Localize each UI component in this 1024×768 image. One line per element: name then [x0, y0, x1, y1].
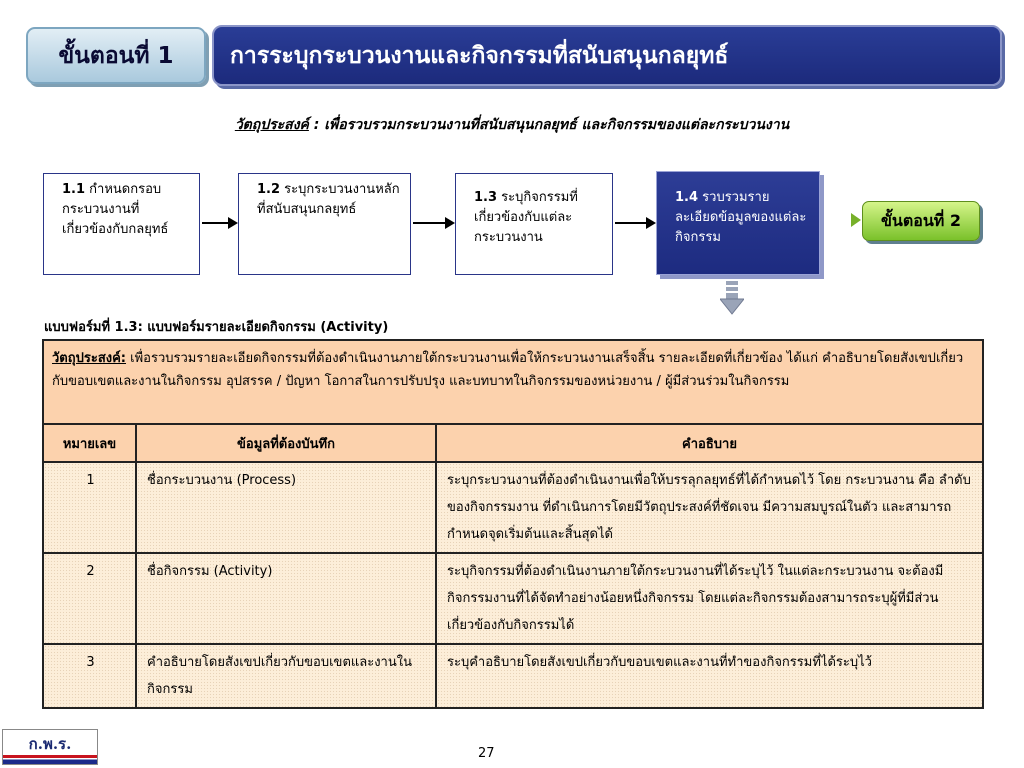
table-header-row: [43, 424, 983, 462]
row-description: ระบุกระบวนงานที่ต้องดำเนินงานเพื่อให้บรรลุกลยุทธ์ที่ได้กำหนดไว้ โดย กระบวนงาน คือ ลำดับของกิจกรรมงาน ที่ดำเนินการโดยมีวัตถุประสงค์ที่ชัดเจน มีความสมบูรณ์ในตัว และสามารถกำหนดจุดเริ่มต้นและสิ้นสุดได้: [436, 462, 983, 553]
flow-step-number: 1.2: [257, 182, 281, 197]
flow-step-1-4[interactable]: [656, 171, 820, 275]
row-number: 3: [43, 644, 136, 708]
flow-arrow-icon: [413, 222, 453, 224]
form-objective: [43, 340, 983, 424]
objective-label: วัตถุประสงค์: [234, 117, 309, 133]
step-badge: ขั้นตอนที่ 1: [26, 27, 206, 84]
flow-step-number: 1.3: [474, 190, 498, 205]
flow-step-1-1[interactable]: [43, 173, 200, 275]
row-item: คำอธิบายโดยสังเขปเกี่ยวกับขอบเขตและงานในกิจกรรม: [136, 644, 436, 708]
flow-step-number: 1.4: [675, 190, 699, 205]
row-item: ชื่อกระบวนงาน (Process): [136, 462, 436, 553]
opdc-logo: [2, 729, 98, 765]
table-row: [43, 553, 983, 644]
flow-step-1-2[interactable]: [238, 173, 411, 275]
logo-stripe: [3, 755, 97, 764]
logo-text: ก.พ.ร.: [28, 735, 72, 753]
next-step-button[interactable]: ขั้นตอนที่ 2: [862, 201, 980, 241]
form-objective-label: วัตถุประสงค์:: [52, 351, 127, 366]
column-header: หมายเลข: [43, 424, 136, 462]
next-step-arrow-icon: [851, 213, 861, 227]
objective-line: [0, 114, 1024, 136]
flow-step-text: กำหนดกรอบกระบวนงานที่เกี่ยวข้องกับกลยุทธ์: [62, 182, 169, 237]
row-description: ระบุคำอธิบายโดยสังเขปเกี่ยวกับขอบเขตและงานที่ทำของกิจกรรมที่ได้ระบุไว้: [436, 644, 983, 708]
form-caption: แบบฟอร์มที่ 1.3: แบบฟอร์มรายละเอียดกิจกรรม (Activity): [44, 320, 389, 335]
column-header: ข้อมูลที่ต้องบันทึก: [136, 424, 436, 462]
row-number: 2: [43, 553, 136, 644]
down-arrow-icon: [720, 281, 744, 315]
flow-step-text: ระบุกิจกรรมที่เกี่ยวข้องกับแต่ละกระบวนงาน: [474, 190, 578, 245]
flow-step-text: ระบุกระบวนงานหลักที่สนับสนุนกลยุทธ์: [257, 182, 400, 217]
objective-text: : เพื่อรวบรวมกระบวนงานที่สนับสนุนกลยุทธ์ และกิจกรรมของแต่ละกระบวนงาน: [308, 117, 790, 133]
page-title: การระบุกระบวนงานและกิจกรรมที่สนับสนุนกลยุทธ์: [212, 25, 1002, 86]
table-row: [43, 462, 983, 553]
row-item: ชื่อกิจกรรม (Activity): [136, 553, 436, 644]
activity-form-table: [42, 339, 984, 709]
flow-step-text: รวบรวมรายละเอียดข้อมูลของแต่ละกิจกรรม: [675, 190, 807, 245]
flow-arrow-icon: [202, 222, 236, 224]
flow-step-number: 1.1: [62, 182, 86, 197]
table-row: [43, 644, 983, 708]
form-objective-text: เพื่อรวบรวมรายละเอียดกิจกรรมที่ต้องดำเนินงานภายใต้กระบวนงานเพื่อให้กระบวนงานเสร็จสิ้น รายละเอียดที่เกี่ยวข้อง ได้แก่ คำอธิบายโดยสังเขปเกี่ยวกับขอบเขตและงานในกิจกรรม อุปสรรค / ปัญหา โอกาสในการปรับปรุง และบทบาทในกิจกรรมของหน่วยงาน / ผู้มีส่วนร่วมในกิจกรรม: [52, 351, 964, 389]
page-number: 27: [478, 746, 495, 761]
column-header: คำอธิบาย: [436, 424, 983, 462]
flow-arrow-icon: [615, 222, 654, 224]
row-description: ระบุกิจกรรมที่ต้องดำเนินงานภายใต้กระบวนงานที่ได้ระบุไว้ ในแต่ละกระบวนงาน จะต้องมีกิจกรรมงานที่ได้จัดทำอย่างน้อยหนึ่งกิจกรรม โดยแต่ละกิจกรรมต้องสามารถระบุผู้ที่มีส่วนเกี่ยวข้องกับกิจกรรมได้: [436, 553, 983, 644]
flow-step-1-3[interactable]: [455, 173, 613, 275]
row-number: 1: [43, 462, 136, 553]
